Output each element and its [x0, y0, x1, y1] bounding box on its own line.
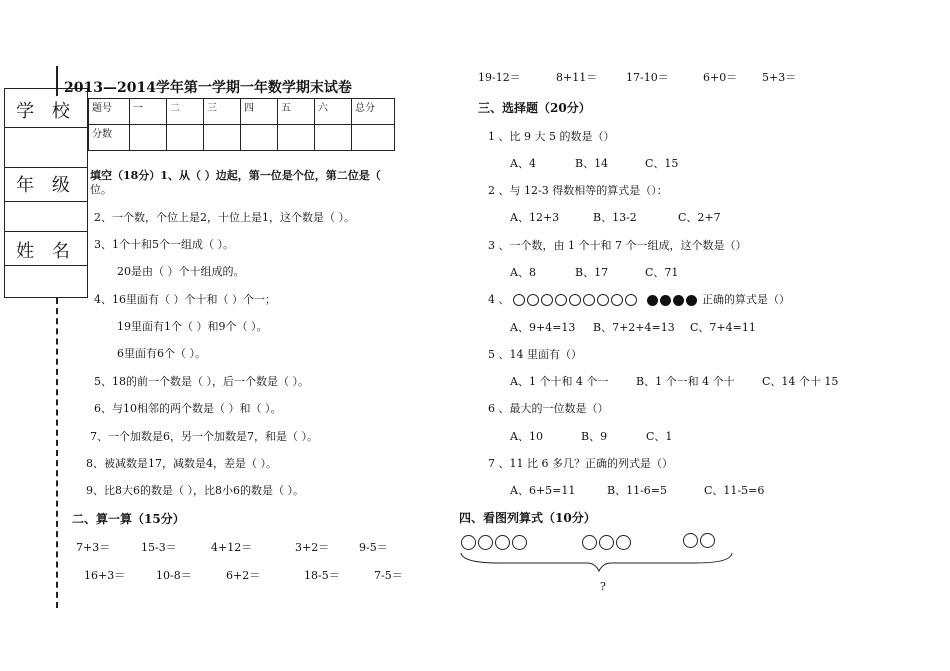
fill-question-7: 7、一个加数是6，另一个加数是7，和是（ ）。	[90, 430, 318, 443]
open-circle-icon	[478, 535, 493, 550]
fill-question-3b: 20是由（ ）个十组成的。	[117, 265, 245, 278]
name-label: 姓 名	[16, 241, 76, 262]
fill-q1-text: 填空（18分）1、从（ ）边起，第一位是个位，第二位是（	[90, 169, 381, 182]
open-circle-icon	[625, 294, 637, 306]
choice-option: B、11-6=5	[607, 484, 668, 497]
choice-option: C、1	[646, 430, 673, 443]
score-header-cell: 六	[315, 99, 352, 125]
choice-q4-suffix: 正确的算式是（）	[702, 293, 790, 306]
calc-item: 7-5＝	[374, 569, 403, 582]
choice-option: C、11-5=6	[704, 484, 765, 497]
calc-item: 10-8＝	[156, 569, 192, 582]
fill-question-8: 8、被减数是17，减数是4，差是（ ）。	[86, 457, 277, 470]
fill-question-9: 9、比8大6的数是（ ），比8小6的数是（ ）。	[86, 484, 304, 497]
circle-group-2	[683, 530, 717, 549]
filled-circle-icon	[660, 295, 671, 306]
choice-heading: 三、选择题（20分）	[478, 101, 591, 115]
choice-question: 2 、与 12-3 得数相等的算式是（）：	[488, 184, 668, 197]
fill-question-4b: 19里面有1个（ ）和9个（ ）。	[117, 320, 268, 333]
calc-item: 3+2＝	[295, 541, 330, 554]
fill-question-2: 2、一个数，个位上是2，十位上是1，这个数是（ ）。	[94, 211, 355, 224]
choice-q4-prefix: 4 、	[488, 293, 510, 306]
score-header-cell: 五	[278, 99, 315, 125]
calc-item: 17-10＝	[626, 71, 669, 84]
grade-label: 年 级	[16, 175, 76, 196]
binding-dashed-line	[56, 298, 58, 608]
score-header-cell: 总分	[352, 99, 395, 125]
open-circle-icon	[582, 535, 597, 550]
choice-question-4	[488, 291, 790, 307]
score-input-cell[interactable]	[352, 125, 395, 151]
choice-option: A、4	[510, 157, 536, 170]
fill-question-6: 6、与10相邻的两个数是（ ）和（ ）。	[94, 402, 282, 415]
score-input-cell[interactable]	[278, 125, 315, 151]
choice-option: A、9+4=13	[510, 321, 576, 334]
choice-option: B、17	[575, 266, 609, 279]
score-input-cell[interactable]	[204, 125, 241, 151]
choice-option: B、14	[575, 157, 609, 170]
filled-circle-icon	[647, 295, 658, 306]
calc-item: 6+2＝	[226, 569, 261, 582]
score-label-cell: 分数	[89, 125, 130, 151]
choice-option: C、15	[645, 157, 679, 170]
open-circle-icon	[611, 294, 623, 306]
open-circle-icon	[569, 294, 581, 306]
choice-option: A、1 个十和 4 个一	[510, 375, 609, 388]
open-circle-icon	[616, 535, 631, 550]
open-circle-icon	[513, 294, 525, 306]
open-circle-group	[513, 293, 643, 306]
fill-question-4c: 6里面有6个（ ）。	[117, 347, 206, 360]
score-input-cell[interactable]	[167, 125, 204, 151]
choice-question: 1 、比 9 大 5 的数是（）	[488, 130, 615, 143]
open-circle-icon	[700, 533, 715, 548]
open-circle-icon	[495, 535, 510, 550]
picture-heading: 四、看图列算式（10分）	[459, 511, 596, 525]
calc-item: 8+11＝	[556, 71, 598, 84]
open-circle-icon	[461, 535, 476, 550]
choice-option: C、14 个十 15	[762, 375, 839, 388]
choice-option: A、10	[510, 430, 543, 443]
school-label: 学 校	[16, 101, 76, 122]
score-header-row	[89, 99, 395, 125]
filled-circle-group	[647, 293, 703, 306]
choice-option: C、71	[645, 266, 679, 279]
calc-item: 5+3＝	[762, 71, 797, 84]
calc-item: 18-5＝	[304, 569, 340, 582]
student-info-box	[4, 88, 88, 298]
score-header-cell: 三	[204, 99, 241, 125]
calc-item: 7+3＝	[76, 541, 111, 554]
calc-item: 15-3＝	[141, 541, 177, 554]
choice-option: B、9	[581, 430, 608, 443]
score-value-row	[89, 125, 395, 151]
choice-option: A、12+3	[510, 211, 560, 224]
open-circle-icon	[555, 294, 567, 306]
open-circle-icon	[683, 533, 698, 548]
exam-title: 2013—2014学年第一学期一年数学期末试卷	[64, 80, 352, 96]
open-circle-icon	[597, 294, 609, 306]
score-header-cell: 题号	[89, 99, 130, 125]
score-table	[88, 98, 395, 151]
question-mark: ?	[600, 580, 606, 593]
circle-group-3	[582, 532, 633, 551]
choice-option: B、7+2+4=13	[593, 321, 675, 334]
calc-item: 4+12＝	[211, 541, 253, 554]
score-header-cell: 一	[130, 99, 167, 125]
fill-question-3: 3、1个十和5个一组成（ ）。	[94, 238, 234, 251]
fill-question-1	[90, 167, 381, 183]
score-input-cell[interactable]	[130, 125, 167, 151]
calc-heading: 二、算一算（15分）	[72, 512, 185, 526]
choice-question: 3 、一个数，由 1 个十和 7 个一组成，这个数是（）	[488, 239, 747, 252]
choice-question: 6 、最大的一位数是（）	[488, 402, 609, 415]
calc-item: 16+3＝	[84, 569, 126, 582]
curly-brace-icon	[459, 551, 734, 575]
fill-question-1-cont: 位。	[90, 183, 112, 196]
choice-option: C、2+7	[678, 211, 721, 224]
choice-option: B、13-2	[593, 211, 637, 224]
calc-item: 19-12＝	[478, 71, 521, 84]
score-input-cell[interactable]	[315, 125, 352, 151]
open-circle-icon	[527, 294, 539, 306]
filled-circle-icon	[686, 295, 697, 306]
fill-question-4: 4、16里面有（ ）个十和（ ）个一；	[94, 293, 276, 306]
calc-item: 9-5＝	[359, 541, 388, 554]
score-header-cell: 二	[167, 99, 204, 125]
choice-option: A、8	[510, 266, 536, 279]
choice-question: 5 、14 里面有（）	[488, 348, 582, 361]
choice-option: A、6+5=11	[510, 484, 576, 497]
score-header-cell: 四	[241, 99, 278, 125]
filled-circle-icon	[673, 295, 684, 306]
choice-option: C、7+4=11	[690, 321, 756, 334]
score-input-cell[interactable]	[241, 125, 278, 151]
calc-item: 6+0＝	[703, 71, 738, 84]
choice-option: B、1 个一和 4 个十	[636, 375, 735, 388]
open-circle-icon	[512, 535, 527, 550]
open-circle-icon	[583, 294, 595, 306]
choice-question: 7 、11 比 6 多几？正确的列式是（）	[488, 457, 673, 470]
open-circle-icon	[541, 294, 553, 306]
fill-question-5: 5、18的前一个数是（ ），后一个数是（ ）。	[94, 375, 309, 388]
open-circle-icon	[599, 535, 614, 550]
circle-group-4	[461, 532, 529, 551]
